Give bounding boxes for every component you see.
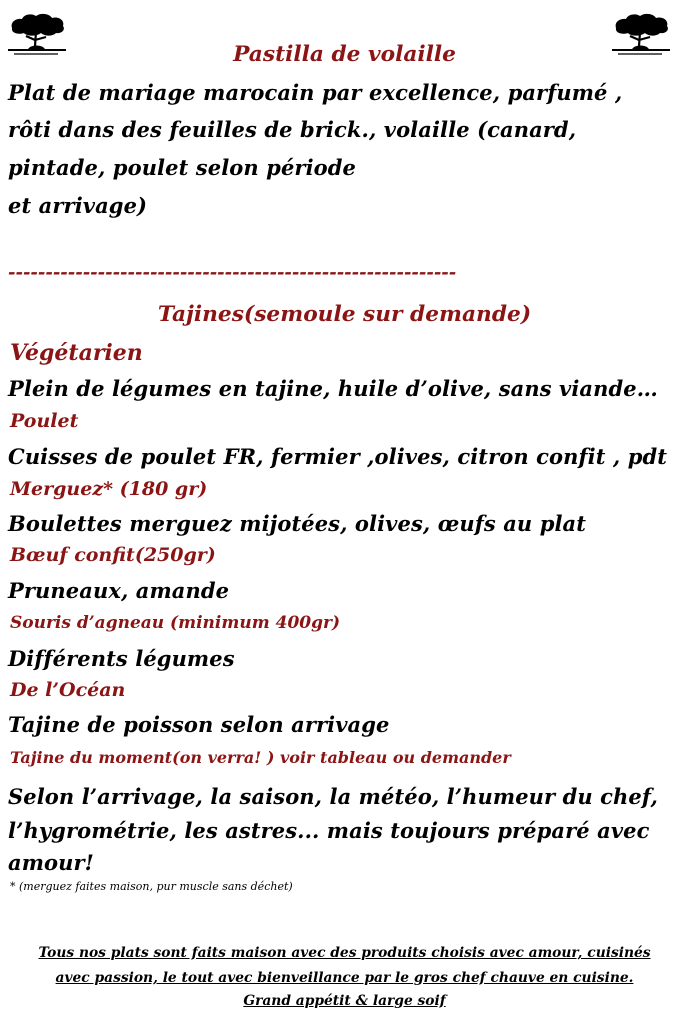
dish-desc: Cuisses de poulet FR, fermier ,olives, citron confit , pdt [8,444,668,469]
pastilla-desc-line: rôti dans des feuilles de brick., volaille (canard, [8,117,577,142]
dashed-separator: ------------------------------------------------------------ [8,262,457,283]
footnote: * (merguez faites maison, pur muscle sans déchet) [10,880,293,893]
dish-name: Végétarien [10,340,143,366]
dish-desc: Selon l’arrivage, la saison, la météo, l’humeur du chef, [8,784,658,809]
footer-line: Tous nos plats sont faits maison avec des produits choisis avec amour, cuisinés [38,945,651,961]
footer-line: Grand appétit & large soif [243,993,446,1009]
dish-name: Souris d’agneau (minimum 400gr) [10,613,340,633]
dish-name: De l’Océan [10,679,126,701]
section-title-pastilla: Pastilla de volaille [233,42,456,67]
dish-desc: Plein de légumes en tajine, huile d’olive, sans viande… [8,376,658,401]
pastilla-desc-line: pintade, poulet selon période [8,155,356,180]
dish-desc: Pruneaux, amande [8,578,230,603]
dish-name: Poulet [10,410,79,432]
dish-name: Bœuf confit(250gr) [10,544,216,566]
dish-name-moment: Tajine du moment(on verra! ) voir tableau ou demander [10,748,511,767]
dish-desc: amour! [8,850,94,875]
footer-line: avec passion, le tout avec bienveillance par le gros chef chauve en cuisine. [55,970,634,986]
dish-desc: l’hygrométrie, les astres... mais toujours préparé avec [8,818,650,843]
dish-name: Merguez* (180 gr) [10,478,208,500]
pastilla-desc-line: et arrivage) [8,193,148,218]
section-title-tajines: Tajines(semoule sur demande) [157,302,532,327]
dish-desc: Différents légumes [8,646,235,671]
dish-desc: Tajine de poisson selon arrivage [8,712,390,737]
pastilla-desc-line: Plat de mariage marocain par excellence, parfumé , [8,80,623,105]
dish-desc: Boulettes merguez mijotées, olives, œufs au plat [8,511,587,536]
